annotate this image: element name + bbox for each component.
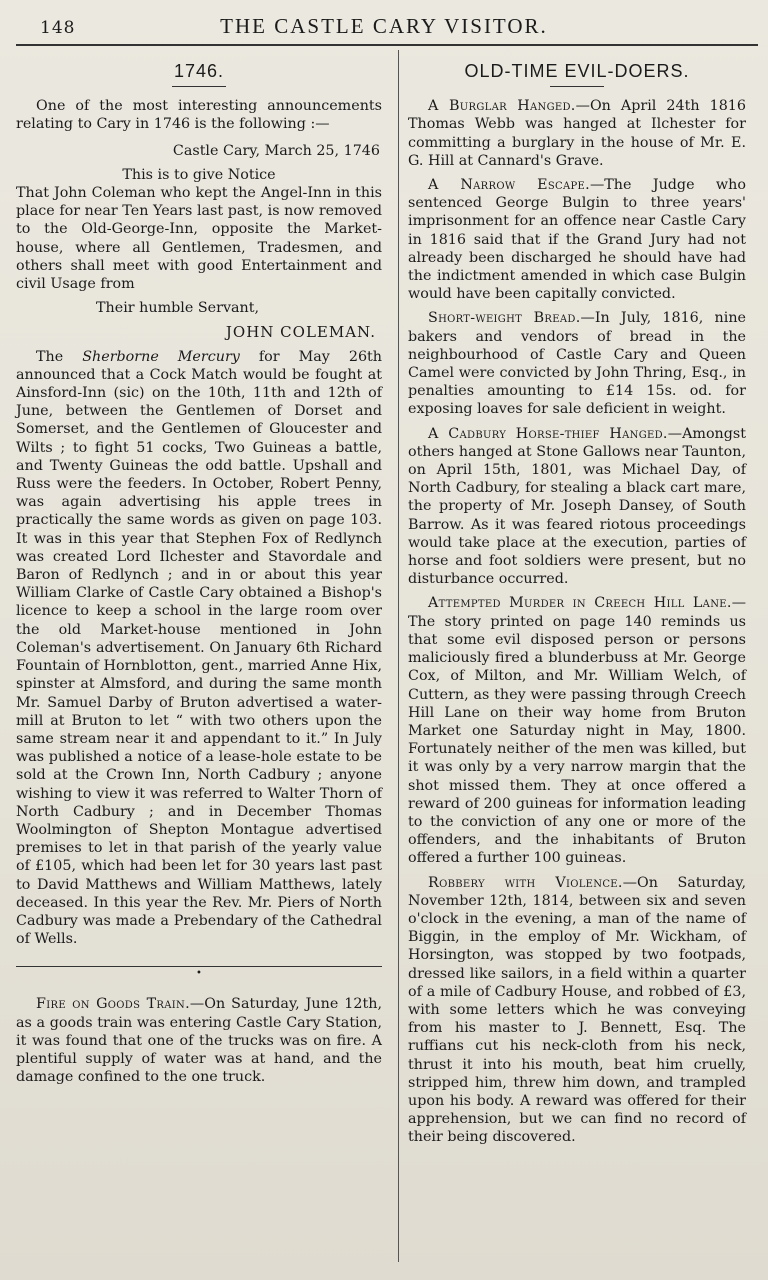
heading-rule bbox=[550, 86, 604, 87]
section-divider bbox=[16, 966, 382, 967]
article-burglar-hanged bbox=[408, 97, 746, 170]
article-body: —The story printed on page 140 reminds us that some evil disposed person or persons maliciously fired a blunderbuss at Mr. George Cox, of Milton, and Mr. William Welch, of Cuttern, as they were passing through Creech Hill Lane on their way home from Bruton Market one Saturday night in May, 1800. Fortunately neither of the men was killed, but it was only by a very narrow margin that the shot missed them. They at once offered a reward of 200 guineas for information leading to the conviction of any one or more of the offenders, and the inhabitants of Bruton offered a further 100 guineas. bbox=[408, 595, 746, 867]
article-narrow-escape bbox=[408, 176, 746, 303]
notice-title: This is to give Notice bbox=[122, 166, 276, 183]
article-title: A Cadbury Horse-thief Hanged. bbox=[428, 425, 668, 442]
fire-article-title: Fire on Goods Train. bbox=[36, 996, 190, 1013]
paragraph-body: for May 26th announced that a Cock Match would be fought at Ainsford-Inn (sic) on the 10th, 11th and 12th of June, between the Gentlemen of Dorset and Somerset, and the Gentlemen of Gloucester and Wilts ; to fight 51 cocks, Two Guineas a battle, and Twenty Guineas the odd battle. Upshall and Russ were the feeders. In October, Robert Penny, was again advertising his apple trees in practically the same words as given on page 103. It was in this year that Stephen Fox of Redlynch was created Lord Ilchester and Stavordale and Baron of Redlynch ; and in or about this year William Clarke of Castle Cary obtained a Bishop's licence to keep a school in the large room over the old Market-house mentioned in John Coleman's advertisement. On January 6th Richard Fountain of Hornblotton, gent., married Anne Hix, spinster at Almsford, and during the same month Mr. Samuel Darby of Bruton advertised a water-mill at Bruton to let “ with two others upon the same stream near it and appendant to it.” In July was published a notice of a lease-hole estate to be sold at the Crown Inn, North Cadbury ; anyone wishing to view it was referred to Walter Thorn of North Cadbury ; and in December Thomas Woolmington of Shepton Montague advertised premises to let in that parish of the yearly value of £105, which had been let for 30 years last past to David Matthews and William Matthews, lately deceased. In this year the Rev. Mr. Piers of North Cadbury was made a Prebendary of the Cathedral of Wells. bbox=[16, 348, 382, 948]
column-divider bbox=[398, 50, 399, 1262]
article-attempted-murder bbox=[408, 594, 746, 867]
article-body: —In July, 1816, nine bakers and vendors of bread in the neighbourhood of Castle Cary and Queen Camel were convicted by John Thring, Esq., in penalties amounting to £14 15s. od. for exposing loaves for sale deficient in weight. bbox=[408, 310, 746, 418]
paragraph-lead: The bbox=[36, 348, 83, 365]
divider-mark: • bbox=[196, 968, 202, 980]
article-body: —The Judge who sentenced George Bulgin to three years' imprisonment for an offence near Castle Cary in 1816 said that if the Grand Jury had not already been discharged he should have had the indictment amended in which case Bulgin would have been capitally convicted. bbox=[408, 177, 746, 303]
article-title: Robbery with Violence. bbox=[428, 874, 623, 891]
article-title: Attempted Murder in Creech Hill Lane. bbox=[428, 595, 732, 612]
notice-signature: JOHN COLEMAN. bbox=[225, 323, 376, 342]
notice-dateline: Castle Cary, March 25, 1746 bbox=[172, 142, 380, 159]
notice-body: That John Coleman who kept the Angel-Inn in this place for near Ten Years last past, is now removed to the Old-George-Inn, opposite the Market-house, where all Gentlemen, Tradesmen, and others shall meet with good Entertainment and civil Usage from bbox=[16, 185, 382, 293]
section-heading-1746: 1746. bbox=[173, 61, 225, 81]
newspaper-title: Sherborne Mercury bbox=[82, 348, 240, 365]
article-title: A Burglar Hanged. bbox=[428, 98, 576, 115]
page-number: 148 bbox=[40, 18, 76, 38]
article-body: —On April 24th 1816 Thomas Webb was hanged at Ilchester for committing a burglary in the house of Mr. E. G. Hill at Cannard's Grave. bbox=[408, 98, 746, 169]
header-rule bbox=[16, 44, 758, 46]
intro-paragraph: One of the most interesting announcements relating to Cary in 1746 is the following :— bbox=[16, 98, 382, 133]
article-body: —Amongst others hanged at Stone Gallows near Taunton, on April 15th, 1801, was Michael Day, of North Cadbury, for stealing a black cart mare, the property of Mr. Joseph Dansey, of South Barrow. As it was feared riotous proceedings would take place at the execution, parties of horse and foot soldiers were present, but no disturbance occurred. bbox=[408, 425, 746, 588]
main-paragraph bbox=[16, 348, 382, 949]
fire-article bbox=[16, 995, 382, 1086]
article-title: Short-weight Bread. bbox=[428, 310, 581, 327]
article-robbery-with-violence bbox=[408, 874, 746, 1147]
right-column bbox=[408, 56, 746, 1153]
section-heading-evil-doers: OLD-TIME EVIL-DOERS. bbox=[464, 61, 690, 81]
article-title: A Narrow Escape. bbox=[428, 177, 590, 194]
notice-closing: Their humble Servant, bbox=[96, 300, 260, 317]
journal-title: THE CASTLE CARY VISITOR. bbox=[220, 14, 548, 38]
article-body: —On Saturday, November 12th, 1814, between six and seven o'clock in the evening, a man of the name of Biggin, in the employ of Mr. Wickham, of Horsington, was stopped by two footpads, dressed like sailors, in a field within a quarter of a mile of Cadbury House, and robbed of £3, with some letters which he was conveying from his master to J. Bennett, Esq. The ruffians cut his neck-cloth from his neck, thrust it into his mouth, beat him cruelly, stripped him, threw him down, and trampled upon his body. A reward was offered for their apprehension, but we can find no record of their being discovered. bbox=[408, 874, 746, 1146]
left-column bbox=[16, 56, 382, 1086]
article-horse-thief-hanged bbox=[408, 425, 746, 589]
article-short-weight-bread bbox=[408, 309, 746, 418]
heading-rule bbox=[172, 86, 226, 87]
fire-article-body: —On Saturday, June 12th, as a goods train was entering Castle Cary Station, it was found that one of the trucks was on fire. A plentiful supply of water was at hand, and the damage confined to the one truck. bbox=[16, 996, 382, 1086]
